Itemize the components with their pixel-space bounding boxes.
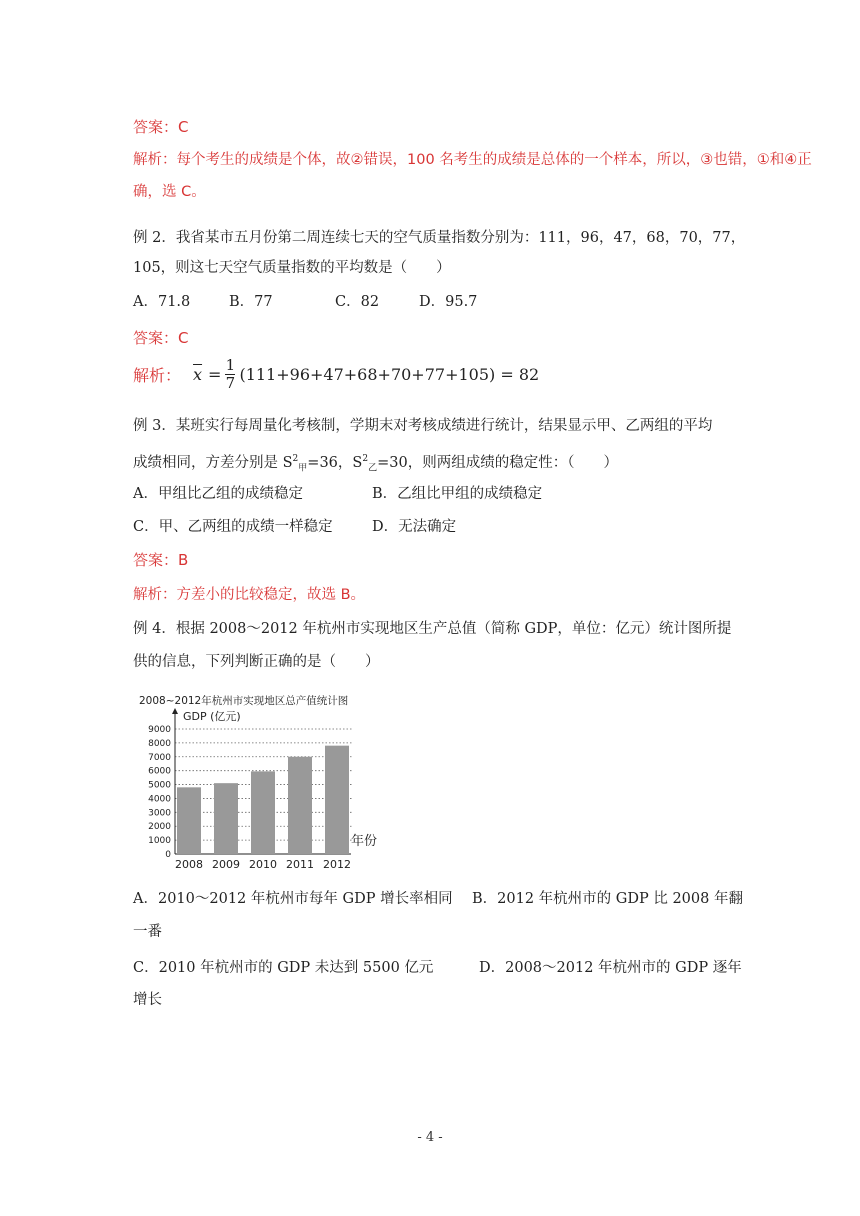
y-tick-label: 8000 — [148, 738, 171, 749]
variance-superscript-2: 2 — [362, 454, 369, 464]
y-tick-label: 6000 — [148, 766, 171, 777]
x-tick-label-2009: 2009 — [212, 858, 240, 871]
y-tick-label: 7000 — [148, 752, 171, 763]
y-tick-label: 4000 — [148, 794, 171, 805]
example-2-line-2: 105，则这七天空气质量指数的平均数是（ ） — [133, 260, 451, 276]
example-4-line-1: 例 4．根据 2008～2012 年杭州市实现地区生产总值（简称 GDP，单位：亿元）统计图所提 — [133, 621, 732, 637]
fraction — [225, 357, 235, 392]
y-tick-label: 2000 — [148, 822, 171, 833]
example-3-text-a: 成绩相同，方差分别是 S — [133, 454, 293, 471]
variance-superscript-1: 2 — [292, 454, 299, 464]
example-4-option-a: A．2010～2012 年杭州市每年 GDP 增长率相同 — [133, 891, 453, 907]
mean-symbol: $\overline{x}$ — [193, 365, 203, 384]
analysis-3: 解析：方差小的比较稳定，故选 B。 — [133, 587, 366, 603]
example-4-option-d-continued: 增长 — [133, 992, 162, 1008]
answer-1: 答案：C — [133, 118, 189, 136]
example-3-option-a: A．甲组比乙组的成绩稳定 — [133, 486, 303, 502]
example-2-option-c: C．82 — [335, 294, 380, 310]
x-axis-label: 年份 — [351, 834, 378, 849]
y-tick-label: 3000 — [148, 808, 171, 819]
example-2-line-1: 例 2．我省某市五月份第二周连续七天的空气质量指数分别为：111，96，47，68，70，77， — [133, 230, 746, 246]
page-number: - 4 - — [417, 1130, 443, 1145]
example-3-line-2 — [133, 449, 618, 479]
example-4-option-b-continued: 一番 — [133, 924, 162, 940]
example-4-option-c: C．2010 年杭州市的 GDP 未达到 5500 亿元 — [133, 960, 434, 976]
y-axis-arrow — [172, 708, 178, 714]
x-tick-label-2012: 2012 — [323, 858, 351, 871]
equals-sign: = — [208, 365, 222, 384]
x-tick-label-2008: 2008 — [175, 858, 203, 871]
bar-2011 — [288, 757, 312, 854]
x-tick-label-2011: 2011 — [286, 858, 314, 871]
example-2-option-d: D．95.7 — [419, 294, 478, 310]
analysis-1-line-2: 确，选 C。 — [133, 184, 206, 200]
example-2-option-a: A．71.8 — [133, 294, 191, 310]
fraction-numerator: 1 — [225, 356, 236, 374]
y-tick-label: 1000 — [148, 836, 171, 847]
example-4-option-d: D．2008～2012 年杭州市的 GDP 逐年 — [479, 960, 742, 976]
fraction-denominator: 7 — [225, 374, 236, 392]
example-2-option-b: B．77 — [229, 294, 273, 310]
example-3-text-c: =30，则两组成绩的稳定性：（ ） — [377, 454, 618, 471]
answer-2: 答案：C — [133, 329, 189, 347]
bar-2008 — [177, 787, 201, 854]
y-axis-label: GDP (亿元) — [183, 710, 241, 723]
example-4-option-b: B．2012 年杭州市的 GDP 比 2008 年翻 — [472, 891, 743, 907]
bar-2009 — [214, 783, 238, 854]
formula-body: (111+96+47+68+70+77+105) = 82 — [239, 365, 540, 384]
x-tick-label-2010: 2010 — [249, 858, 277, 871]
gdp-bar-chart — [135, 692, 385, 872]
y-tick-label: 0 — [165, 850, 171, 860]
answer-3: 答案：B — [133, 551, 189, 569]
example-3-text-b: =36，S — [307, 454, 363, 471]
chart-title: 2008~2012年杭州市实现地区总产值统计图 — [139, 695, 349, 707]
example-4-line-2: 供的信息，下列判断正确的是（ ） — [133, 654, 380, 670]
y-tick-label: 5000 — [148, 780, 171, 791]
analysis-2-label: 解析： — [133, 366, 182, 385]
mean-formula — [133, 357, 539, 392]
bar-2012 — [325, 746, 349, 854]
example-3-option-d: D．无法确定 — [372, 519, 457, 535]
variance-subscript-1: 甲 — [298, 463, 308, 474]
example-3-line-1: 例 3．某班实行每周量化考核制，学期末对考核成绩进行统计，结果显示甲、乙两组的平均 — [133, 418, 713, 434]
variance-subscript-2: 乙 — [368, 463, 378, 474]
y-tick-label: 9000 — [148, 725, 171, 735]
example-3-option-b: B．乙组比甲组的成绩稳定 — [372, 486, 543, 502]
bar-2010 — [251, 771, 275, 854]
analysis-1-line-1: 解析：每个考生的成绩是个体，故②错误，100 名考生的成绩是总体的一个样本，所以，③也错，①和④正 — [133, 152, 812, 168]
example-3-option-c: C．甲、乙两组的成绩一样稳定 — [133, 519, 333, 535]
gdp-chart-svg — [135, 692, 385, 872]
